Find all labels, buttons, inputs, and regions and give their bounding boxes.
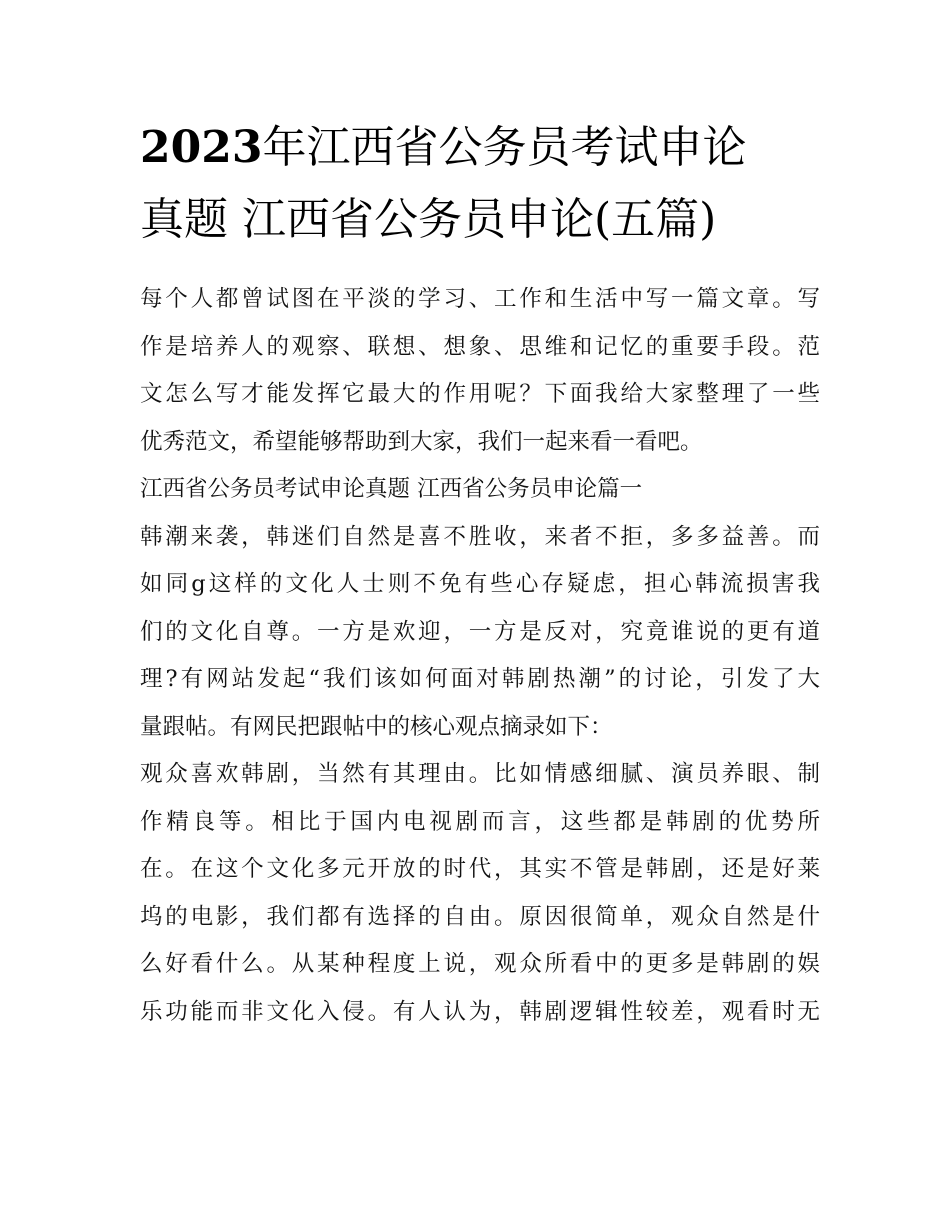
title-line2: 真题 江西省公务员申论(五篇) — [140, 194, 717, 245]
body-line: 每个人都曾试图在平淡的学习、工作和生活中写一篇文章。写 — [140, 286, 820, 312]
body-line: 坞的电影，我们都有选择的自由。原因很简单，观众自然是什 — [140, 903, 820, 930]
body-line: 在。在这个文化多元开放的时代，其实不管是韩剧，还是好莱 — [140, 856, 820, 882]
body-line: 作精良等。相比于国内电视剧而言，这些都是韩剧的优势所 — [140, 808, 820, 835]
body-line: 乐功能而非文化入侵。有人认为，韩剧逻辑性较差，观看时无 — [140, 998, 820, 1025]
document-title — [140, 112, 830, 256]
body-line: 们的文化自尊。一方是欢迎，一方是反对，究竟谁说的更有道 — [140, 618, 820, 645]
body-line: 么好看什么。从某种程度上说，观众所看中的更多是韩剧的娱 — [140, 951, 820, 977]
title-year: 2023 — [140, 122, 263, 173]
body-line: 如同g这样的文化人士则不免有些心存疑虑，担心韩流损害我 — [140, 571, 820, 597]
body-line: 作是培养人的观察、联想、想象、思维和记忆的重要手段。范 — [140, 333, 820, 360]
section-heading: 江西省公务员考试申论真题 江西省公务员申论篇一 — [140, 476, 643, 502]
body-line: 优秀范文，希望能够帮助到大家，我们一起来看一看吧。 — [140, 428, 703, 455]
body-line: 韩潮来袭，韩迷们自然是喜不胜收，来者不拒，多多益善。而 — [140, 523, 820, 550]
body-line: 量跟帖。有网民把跟帖中的核心观点摘录如下： — [140, 713, 613, 740]
document-body — [140, 276, 820, 1036]
body-line: 理?有网站发起“我们该如何面对韩剧热潮”的讨论，引发了大 — [140, 666, 820, 692]
body-line: 文怎么写才能发挥它最大的作用呢？下面我给大家整理了一些 — [140, 381, 820, 407]
title-line1: 年江西省公务员考试申论 — [262, 122, 747, 173]
body-line: 观众喜欢韩剧，当然有其理由。比如情感细腻、演员养眼、制 — [140, 761, 820, 787]
